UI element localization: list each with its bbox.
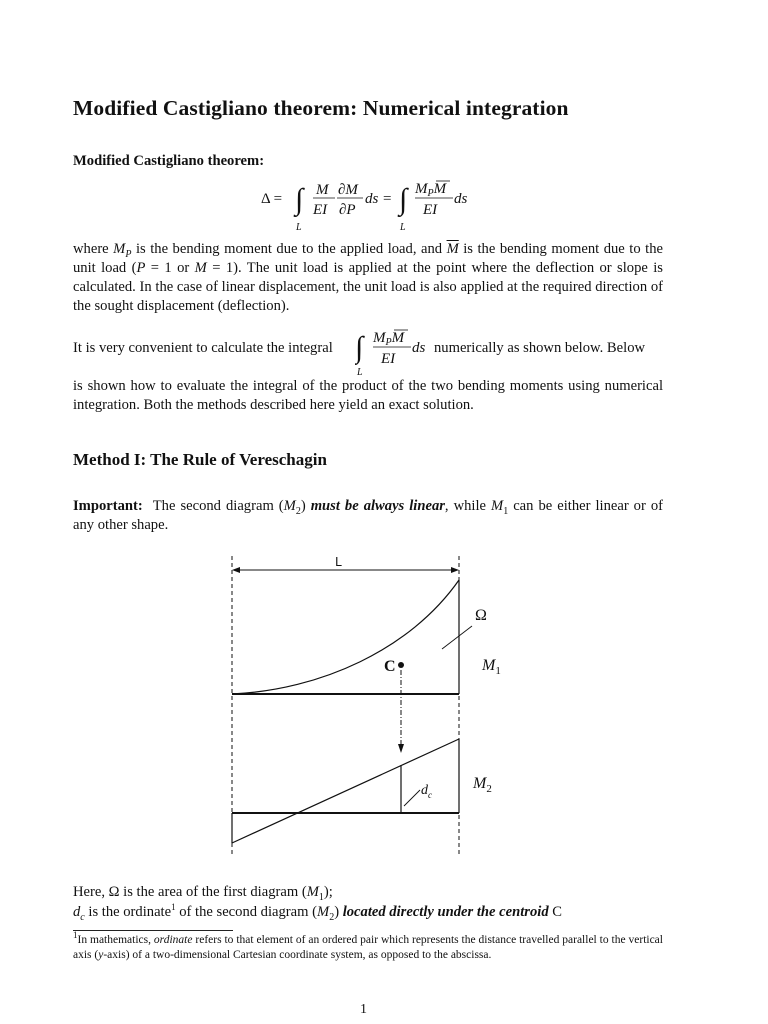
castigliano-equation xyxy=(255,176,485,232)
svg-text:EI: EI xyxy=(313,202,328,218)
svg-text:∫: ∫ xyxy=(295,183,304,216)
svg-text:L: L xyxy=(400,222,406,232)
svg-text:L: L xyxy=(296,222,302,232)
footnote-divider xyxy=(73,930,233,931)
here-line-ordinate: $d_c$ is the ordinate$^1$ of the second diagram $(M_2)$ located directly under the centroid C xyxy=(73,902,563,923)
svg-text:ds: ds xyxy=(454,191,468,207)
svg-text:M: M xyxy=(316,182,329,198)
length-label: L xyxy=(335,555,342,569)
svg-text:MPM: $M_PM$ xyxy=(415,181,447,199)
paragraph-integral-mid: numerically as shown below. Below xyxy=(434,340,646,356)
vereschagin-diagram xyxy=(220,550,520,862)
omega-label: Ω xyxy=(475,607,487,624)
important-note: Important: The second diagram $(M_2)$ must be always linear, while $M_1$ can be either linear or of any other shape. xyxy=(73,498,664,533)
theorem-subheading: Modified Castigliano theorem: xyxy=(73,153,265,169)
m2-label: $M_2$ xyxy=(473,775,492,795)
section-heading: Method I: The Rule of Vereschagin xyxy=(73,450,327,469)
svg-text:Δ =: Δ = xyxy=(261,191,283,207)
here-line-omega: Here, Ω is the area of the first diagram $(M_1)$; xyxy=(73,884,333,903)
svg-text:=: = xyxy=(383,191,392,207)
dc-leader xyxy=(404,790,420,806)
svg-text:∂M: ∂M xyxy=(338,182,358,198)
paragraph-integral-rest: is shown how to evaluate the integral of the product of the two bending moments using numerical integration. Both the methods described here yield an exact solution. xyxy=(73,378,663,413)
svg-text:∫: ∫ xyxy=(355,331,364,364)
paragraph-integral-intro: It is very convenient to calculate the integral xyxy=(73,340,333,356)
svg-text:EI: EI xyxy=(381,351,396,367)
inline-integral xyxy=(355,325,435,377)
centroid-label: C xyxy=(384,658,396,675)
m1-curve xyxy=(232,580,459,694)
svg-text:∫: ∫ xyxy=(399,183,408,216)
svg-text:∂P: ∂P xyxy=(339,202,356,218)
omega-leader xyxy=(442,626,472,649)
dc-label: $d_c$ xyxy=(421,783,432,800)
svg-text:ds: ds xyxy=(412,340,426,356)
svg-text:ds: ds xyxy=(365,191,379,207)
svg-text:MPM: $M_PM$ xyxy=(373,330,405,348)
svg-text:EI: EI xyxy=(423,202,438,218)
page-number: 1 xyxy=(360,1002,367,1017)
paragraph-definitions: where $M_P$ is the bending moment due to the applied load, and $\overline{M}$ is the bending moment due to the unit load (P = 1 or M = 1). The unit load is applied at the point where the deflection or slope is calculated. In the case of linear displacement, the unit load is also applied at the required direction of the sought displacement (deflection). xyxy=(73,241,663,314)
centroid-dot xyxy=(398,662,404,668)
svg-text:L: L xyxy=(357,367,363,377)
m1-label: $M_1$ xyxy=(482,657,501,677)
footnote: $^1$In mathematics, ordinate refers to that element of an ordered pair which represents the distance travelled parallel to the vertical axis (y-axis) of a two-dimensional Cartesian coordinate system, as opposed to the abscissa. xyxy=(73,930,663,961)
page-title: Modified Castigliano theorem: Numerical integration xyxy=(73,96,569,120)
